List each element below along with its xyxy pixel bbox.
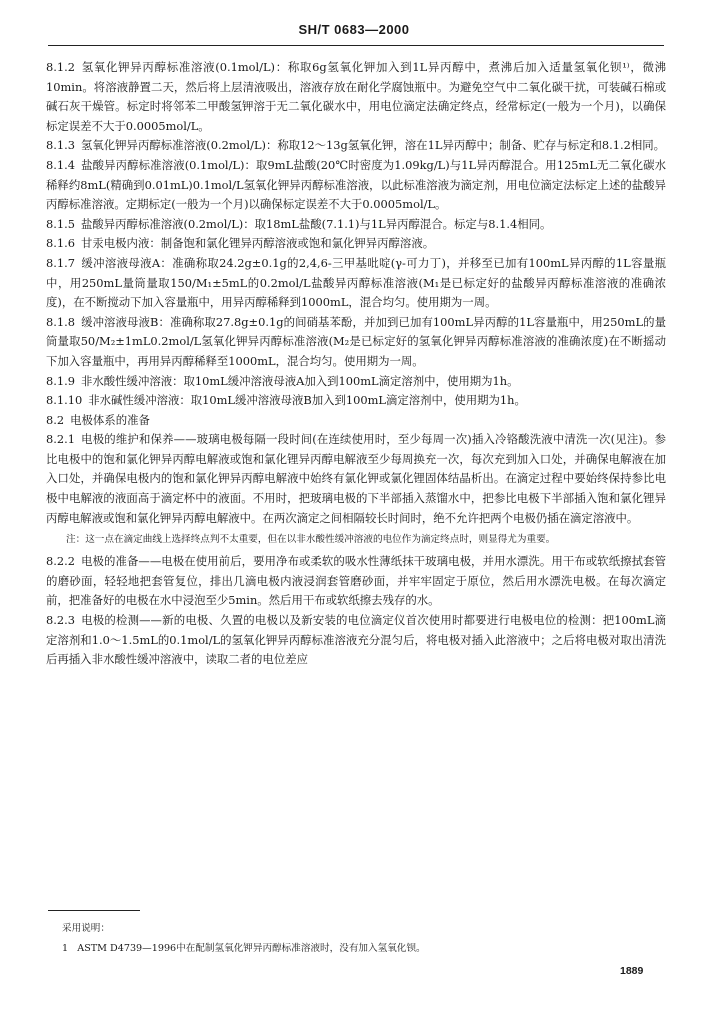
footnote-text: ASTM D4739—1996中在配制氢氧化钾异丙醇标准溶液时，没有加入氢氧化钡。 [77,943,426,954]
paragraph-8-1-5 [46,215,666,235]
paragraph-8-1-10 [46,391,666,411]
clause-number: 8.1.4 [46,157,75,172]
note-text: 这一点在滴定曲线上选择终点判不太重要，但在以非水酸性缓冲溶液的电位作为滴定终点时，则显得尤为重要。 [85,534,556,546]
paragraph-8-1-4 [46,156,666,215]
paragraph-8-2-2 [46,552,666,611]
document-body [46,58,666,670]
paragraph-8-1-9 [46,372,666,392]
paragraph-8-1-7 [46,254,666,313]
paragraph-text: 电极的维护和保养——玻璃电极每隔一段时间(在连续使用时，至少每周一次)插入冷铬酸洗液中清洗一次(见注)。参比电极中的饱和氯化钾异丙醇电解液或饱和氯化锂异丙醇电解液至少每周换充一次，每次充到加入口处，并确保电解液在加入口处，并确保电极内的饱和氯化钾异丙醇电解液中始终有氯化钾或氯化锂固体结晶析出。在滴定过程中要始终保持参比电极中电解液的液面高于滴定杯中的液面。不用时，把玻璃电极的下半部插入蒸馏水中，把参比电极下半部插入饱和氯化锂异丙醇电解液或饱和氯化钾异丙醇电解液中。在两次滴定之间相隔较长时间时，绝不允许把两个电极仍插在滴定溶液中。 [46,432,666,525]
paragraph-text: 缓冲溶液母液B：准确称取27.8g±0.1g的间硝基苯酚，并加到已加有100mL异丙醇的1L容量瓶中，用250mL的量筒量取 [46,314,666,349]
paragraph-text: 甘汞电极内液：制备饱和氯化锂异丙醇溶液或饱和氯化钾异丙醇溶液。 [80,236,435,251]
clause-number: 8.2.3 [46,613,75,628]
fraction-denominator: M₂ [99,334,116,349]
header-rule [48,45,664,46]
paragraph-8-1-8 [46,313,666,372]
paragraph-8-1-3 [46,136,666,156]
paragraph-text: 盐酸异丙醇标准溶液(0.1mol/L)：取9mL盐酸(20℃时密度为1.09kg/L)与1L异丙醇混合。用125mL无二氧化碳水稀释约8mL(精确到0.01mL)0.1mol/L氢氧化钾异丙醇标准溶液，以此标准溶液为滴定剂，用电位滴定法标定上述的盐酸异丙醇标准溶液。定期标定(一般为一个月)以确保标定误差不大于0.0005mol/L。 [46,157,666,212]
paragraph-text: 非水酸性缓冲溶液：取10mL缓冲溶液母液A加入到100mL滴定溶剂中，使用期为1h。 [80,373,519,388]
clause-number: 8.1.6 [46,236,75,251]
clause-number: 8.1.7 [46,255,75,270]
fraction-150-over-m1: 150/M₁ [170,275,213,290]
clause-number: 8.1.10 [46,393,83,408]
fraction-denominator: M₁ [195,275,213,290]
footnote-rule [48,910,140,911]
paragraph-text: ±1mL0.2mol/L氢氧化钾异丙醇标准溶液(M₂是已标定好的氢氧化钾异丙醇标准溶液的准确浓度)在不断摇动下加入容量瓶中，再用异丙醇稀释至1000mL，混合均匀。使用期为一周。 [46,334,666,368]
clause-number: 8.1.3 [46,138,75,153]
paragraph-text: 电极的准备——电极在使用前后，要用净布或柔软的吸水性薄纸抹干玻璃电极，并用水漂洗。用干布或软纸擦拭套管的磨砂面，轻轻地把套管复位，排出几滴电极内液浸润套管磨砂面，并牢牢固定于原位，然后用水漂洗电极。在每次滴定前，把准备好的电极在水中浸泡至少5min。然后用干布或软纸擦去残存的水。 [46,554,666,608]
standard-code-header: SH/T 0683—2000 [298,22,410,37]
paragraph-text: 非水碱性缓冲溶液：取10mL缓冲溶液母液B加入到100mL滴定溶剂中，使用期为1h。 [88,393,526,408]
footnote-item [62,942,426,956]
note [66,531,666,548]
fraction-50-over-m2: 50/M₂ [80,334,116,349]
paragraph-8-2-3 [46,611,666,670]
paragraph-8-1-6 [46,234,666,254]
paragraph-8-2-1 [46,430,666,528]
section-heading-text: 电极体系的准备 [70,412,150,427]
section-heading-8-2 [46,411,666,431]
footnote-label: 采用说明： [62,923,110,934]
note-label: 注： [66,534,86,546]
clause-number: 8.2.1 [46,432,75,447]
clause-number: 8.1.5 [46,216,75,231]
paragraph-8-1-2 [46,58,666,136]
paragraph-text: ±5mL的0.2mol/L盐酸异丙醇标准溶液(M₁是已标定好的盐酸异丙醇标准溶液的准确浓度)，在不断搅动下加入容量瓶中，用异丙醇稀释到1000mL，混合均匀。使用期为一周。 [46,275,667,310]
fraction-numerator: 50 [80,334,96,349]
footnote-number: 1 [62,943,69,954]
clause-number: 8.2.2 [46,554,75,569]
clause-number: 8.1.2 [46,60,75,74]
paragraph-text: 氢氧化钾异丙醇标准溶液(0.1mol/L)：称取6g氢氧化钾加入到1L异丙醇中，煮沸后加入适量氢氧化钡¹⁾，微沸10min。将溶液静置二天，然后将上层清液吸出，溶液存放在耐化学腐蚀瓶中。为避免空气中二氧化碳干扰，可装碱石棉或碱石灰干燥管。标定时将邻苯二甲酸氢钾溶于无二氧化碳水中，用电位滴定法确定终点，经常标定(一般为一个月)，以确保标定误差不大于0.0005mol/L。 [46,60,666,133]
clause-number: 8.1.9 [46,373,75,388]
fraction-numerator: 150 [170,275,192,290]
clause-number: 8.1.8 [46,314,75,329]
paragraph-text: 电极的检测——新的电极、久置的电极以及新安装的电位滴定仪首次使用时都要进行电极电位的检测：把100mL滴定溶剂和1.0～1.5mL的0.1mol/L的氢氧化钾异丙醇标准溶液充分混匀后，将电极对插入此溶液中；之后将电极对取出清洗后再插入非水酸性缓冲溶液中，读取二者的电位差应 [46,613,666,667]
paragraph-text: 缓冲溶液母液A：准确称取24.2g±0.1g的2,4,6-三甲基吡啶(γ-可力丁)，并移至已加有100mL异丙醇的1L容量瓶中，用250mL量筒量取 [46,255,666,290]
paragraph-text: 氢氧化钾异丙醇标准溶液(0.2mol/L)：称取12～13g氢氧化钾，溶在1L异丙醇中；制备、贮存与标定和8.1.2相同。 [80,138,666,153]
page-number: 1889 [620,965,644,977]
paragraph-text: 盐酸异丙醇标准溶液(0.2mol/L)：取18mL盐酸(7.1.1)与1L异丙醇混合。标定与8.1.4相同。 [80,216,552,231]
clause-number: 8.2 [46,412,65,427]
